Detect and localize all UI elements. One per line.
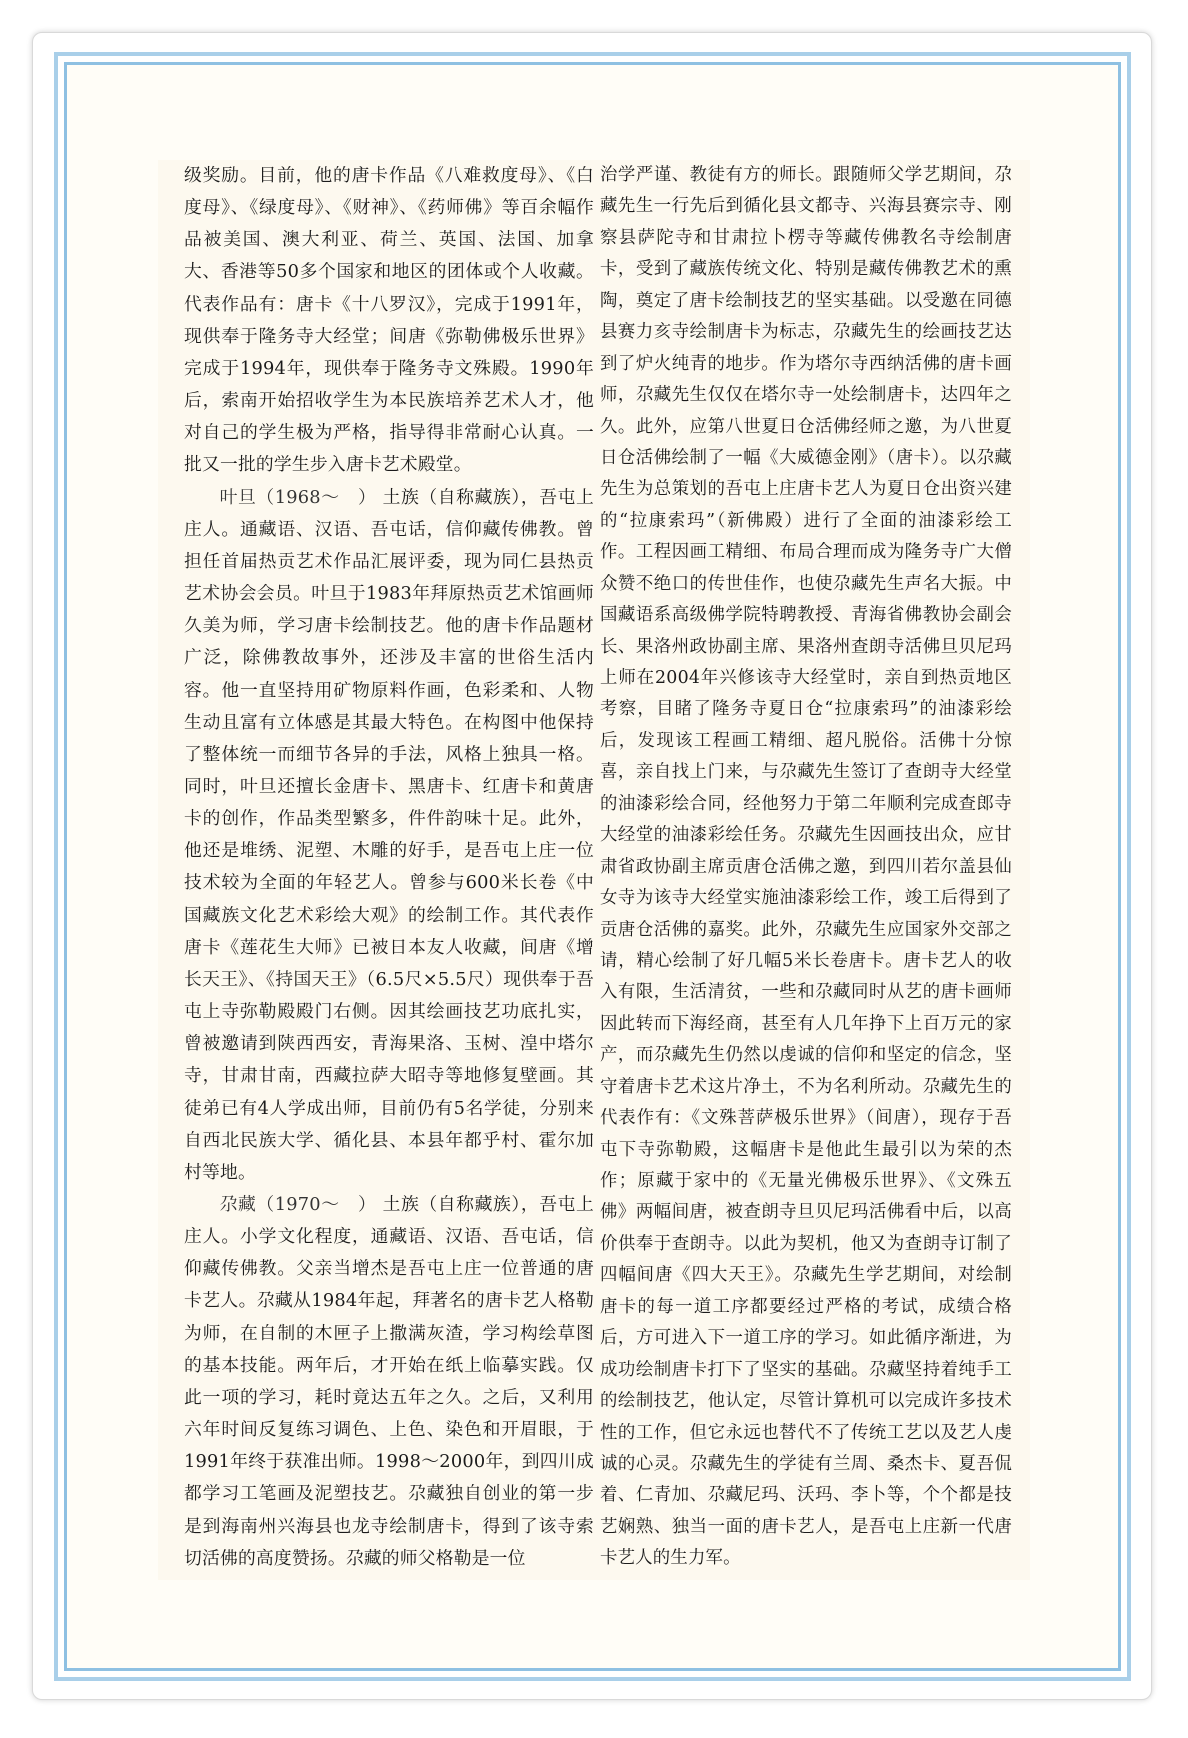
paragraph-yedan — [184, 482, 594, 1189]
right-column — [600, 160, 1012, 1575]
paragraph-text: 土族（自称藏族），吾屯上庄人。小学文化程度，通藏语、汉语、吾屯话，信仰藏传佛教。父亲当增杰是吾屯上庄一位普通的唐卡艺人。尕藏从1984年起，拜著名的唐卡艺人格勒为师，在自制的木匣子上撒满灰渣，学习构绘草图的基本技能。两年后，才开始在纸上临摹实践。仅此一项的学习，耗时竟达五年之久。之后，又利用六年时间反复练习调色、上色、染色和开眉眼，于1991年终于获准出师。1998～2000年，到四川成都学习工笔画及泥塑技艺。尕藏独自创业的第一步是到海南州兴海县也龙寺绘制唐卡，得到了该寺索切活佛的高度赞扬。尕藏的师父格勒是一位 — [184, 1194, 594, 1569]
paragraph: 治学严谨、教徒有方的师长。跟随师父学艺期间，尕藏先生一行先后到循化县文都寺、兴海县赛宗寺、刚察县萨陀寺和甘肃拉卜楞寺等藏传佛教名寺绘制唐卡，受到了藏族传统文化、特别是藏传佛教艺术的熏陶，奠定了唐卡绘制技艺的坚实基础。以受邀在同德县赛力亥寺绘制唐卡为标志，尕藏先生的绘画技艺达到了炉火纯青的地步。作为塔尔寺西纳活佛的唐卡画师，尕藏先生仅仅在塔尔寺一处绘制唐卡，达四年之久。此外，应第八世夏日仓活佛经师之邀，为八世夏日仓活佛绘制了一幅《大威德金刚》（唐卡）。以尕藏先生为总策划的吾屯上庄唐卡艺人为夏日仓出资兴建的“拉康索玛”（新佛殿）进行了全面的油漆彩绘工作。工程因画工精细、布局合理而成为隆务寺广大僧众赞不绝口的传世佳作，也使尕藏先生声名大振。中国藏语系高级佛学院特聘教授、青海省佛教协会副会长、果洛州政协副主席、果洛州查朗寺活佛旦贝尼玛上师在2004年兴修该寺大经堂时，亲自到热贡地区考察，目睹了隆务寺夏日仓“拉康索玛”的油漆彩绘后，发现该工程画工精细、超凡脱俗。活佛十分惊喜，亲自找上门来，与尕藏先生签订了查朗寺大经堂的油漆彩绘合同，经他努力于第二年顺利完成查郎寺大经堂的油漆彩绘任务。尕藏先生因画技出众，应甘肃省政协副主席贡唐仓活佛之邀，到四川若尔盖县仙女寺为该寺大经堂实施油漆彩绘工作，竣工后得到了贡唐仓活佛的嘉奖。此外，尕藏先生应国家外交部之请，精心绘制了好几幅5米长卷唐卡。唐卡艺人的收入有限，生活清贫，一些和尕藏同时从艺的唐卡画师因此转而下海经商，甚至有人几年挣下上百万元的家产，而尕藏先生仍然以虔诚的信仰和坚定的信念，坚守着唐卡艺术这片净土，不为名利所动。尕藏先生的代表作有：《文殊菩萨极乐世界》（间唐），现存于吾屯下寺弥勒殿，这幅唐卡是他此生最引以为荣的杰作；原藏于家中的《无量光佛极乐世界》、《文殊五佛》两幅间唐，被查朗寺旦贝尼玛活佛看中后，以高价供奉于查朗寺。以此为契机，他又为查朗寺订制了四幅间唐《四大天王》。尕藏先生学艺期间，对绘制唐卡的每一道工序都要经过严格的考试，成绩合格后，方可进入下一道工序的学习。如此循序渐进，为成功绘制唐卡打下了坚实的基础。尕藏坚持着纯手工的绘制技艺，他认定，尽管计算机可以完成许多技术性的工作，但它永远也替代不了传统工艺以及艺人虔诚的心灵。尕藏先生的学徒有兰周、桑杰卡、夏吾侃着、仁青加、尕藏尼玛、沃玛、李卜等，个个都是技艺娴熟、独当一面的唐卡艺人，是吾屯上庄新一代唐卡艺人的生力军。 — [600, 165, 1012, 1569]
person-name: 叶旦（1968～ ） — [219, 486, 377, 508]
paragraph: 级奖励。目前，他的唐卡作品《八难救度母》、《白度母》、《绿度母》、《财神》、《药师佛》等百余幅作品被美国、澳大利亚、荷兰、英国、法国、加拿大、香港等50多个国家和地区的团体或个人收藏。代表作品有：唐卡《十八罗汉》，完成于1991年，现供奉于隆务寺大经堂；间唐《弥勒佛极乐世界》完成于1994年，现供奉于隆务寺文殊殿。1990年后，索南开始招收学生为本民族培养艺术人才，他对自己的学生极为严格，指导得非常耐心认真。一批又一批的学生步入唐卡艺术殿堂。 — [184, 165, 594, 476]
paragraph-gazang — [184, 1189, 594, 1575]
left-column — [184, 160, 594, 1575]
person-name: 尕藏（1970～ ） — [219, 1194, 377, 1215]
paragraph-text: 土族（自称藏族），吾屯上庄人。通藏语、汉语、吾屯话，信仰藏传佛教。曾担任首届热贡艺术作品汇展评委，现为同仁县热贡艺术协会会员。叶旦于1983年拜原热贡艺术馆画师久美为师，学习唐卡绘制技艺。他的唐卡作品题材广泛，除佛教故事外，还涉及丰富的世俗生活内容。他一直坚持用矿物原料作画，色彩柔和、人物生动且富有立体感是其最大特色。在构图中他保持了整体统一而细节各异的手法，风格上独具一格。同时，叶旦还擅长金唐卡、黑唐卡、红唐卡和黄唐卡的创作，作品类型繁多，件件韵味十足。此外，他还是堆绣、泥塑、木雕的好手，是吾屯上庄一位技术较为全面的年轻艺人。曾参与600米长卷《中国藏族文化艺术彩绘大观》的绘制工作。其代表作唐卡《莲花生大师》已被日本友人收藏，间唐《增长天王》、《持国天王》（6.5尺×5.5尺）现供奉于吾屯上寺弥勒殿殿门右侧。因其绘画技艺功底扎实，曾被邀请到陕西西安，青海果洛、玉树、湟中塔尔寺，甘肃甘南，西藏拉萨大昭寺等地修复壁画。其徒弟已有4人学成出师，目前仍有5名学徒，分别来自西北民族大学、循化县、本县年都乎村、霍尔加村等地。 — [184, 486, 594, 1183]
